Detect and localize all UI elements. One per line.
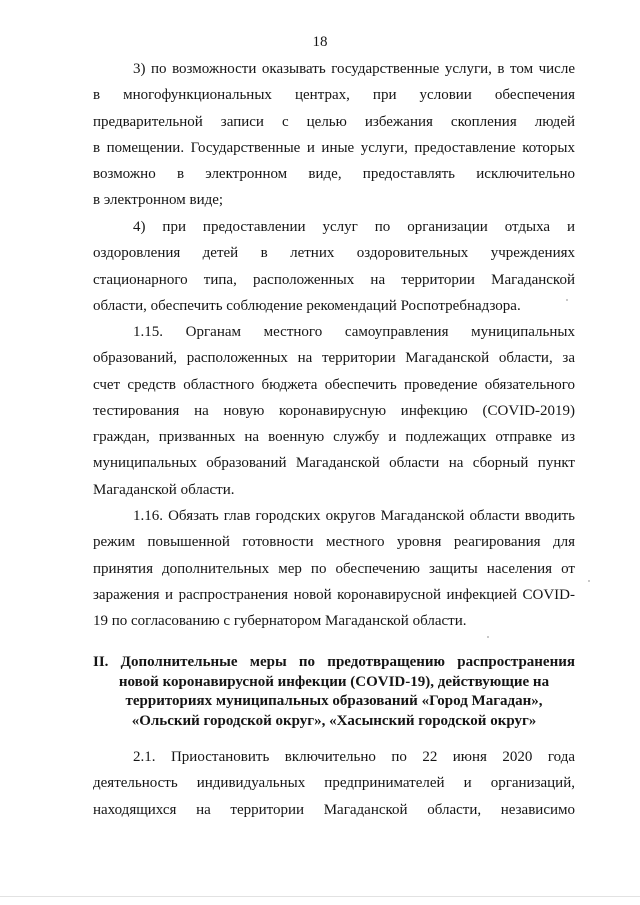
text-line: деятельность индивидуальных предпринимателей и организаций, bbox=[93, 775, 575, 792]
text-line: возможно в электронном виде, предоставлять исключительно bbox=[93, 166, 575, 183]
text-line: в электронном виде; bbox=[93, 192, 224, 209]
text-line: режим повышенной готовности местного уровня реагирования для bbox=[93, 534, 575, 551]
text-line: граждан, призванных на военную службу и подлежащих отправке из bbox=[93, 429, 575, 446]
paragraph-1-16 bbox=[93, 503, 575, 634]
heading-line: территориях муниципальных образований «Город Магадан», bbox=[125, 693, 543, 709]
text-line: 1.15. Органам местного самоуправления муниципальных bbox=[133, 324, 575, 340]
scan-edge-line bbox=[0, 896, 640, 897]
text-line: в помещении. Государственные и иные услуги, предоставление которых bbox=[93, 139, 575, 156]
text-line: образований, расположенных на территории Магаданской области, за bbox=[93, 350, 575, 367]
text-line: стационарного типа, расположенных на территории Магаданской bbox=[93, 271, 575, 288]
text-line: находящихся на территории Магаданской области, независимо bbox=[93, 801, 575, 818]
page-number: 18 bbox=[312, 34, 328, 50]
section-heading bbox=[93, 653, 575, 731]
paragraph-item-4 bbox=[93, 214, 575, 319]
scan-speck bbox=[588, 580, 590, 582]
text-line: муниципальных образований Магаданской области на сборный пункт bbox=[93, 455, 575, 472]
text-line: 19 по согласованию с губернатором Магаданской области. bbox=[93, 613, 467, 630]
heading-line: новой коронавирусной инфекции (COVID-19), действующие на bbox=[118, 673, 550, 690]
paragraph-1-15 bbox=[93, 319, 575, 503]
paragraph-item-3 bbox=[93, 56, 575, 214]
text-line: тестирования на новую коронавирусную инфекцию (COVID-2019) bbox=[93, 402, 575, 419]
text-line: предварительной записи с целью избежания скопления людей bbox=[93, 113, 575, 130]
text-line: заражения и распространения новой коронавирусной инфекцией COVID- bbox=[93, 586, 575, 603]
text-line: принятия дополнительных мер по обеспечению защиты населения от bbox=[93, 560, 575, 577]
text-line: Магаданской области. bbox=[93, 481, 235, 498]
text-line: 3) по возможности оказывать государственные услуги, в том числе bbox=[133, 61, 575, 77]
text-line: области, обеспечить соблюдение рекомендаций Роспотребнадзора. bbox=[93, 297, 521, 314]
text-line: в многофункциональных центрах, при условии обеспечения bbox=[93, 87, 575, 104]
text-line: 1.16. Обязать глав городских округов Магаданской области вводить bbox=[133, 508, 575, 524]
text-line: 4) при предоставлении услуг по организации отдыха и bbox=[133, 219, 575, 235]
text-line: 2.1. Приостановить включительно по 22 июня 2020 года bbox=[133, 749, 575, 765]
heading-line: II. Дополнительные меры по предотвращению распространения bbox=[93, 654, 575, 670]
text-line: счет средств областного бюджета обеспечить проведение обязательного bbox=[93, 376, 575, 393]
heading-line: «Ольский городской округ», «Хасынский городской округ» bbox=[131, 712, 537, 729]
text-line: оздоровления детей в летних оздоровительных учреждениях bbox=[93, 245, 575, 262]
paragraph-2-1 bbox=[93, 744, 575, 823]
scan-speck bbox=[487, 636, 489, 638]
scan-speck bbox=[566, 299, 568, 301]
